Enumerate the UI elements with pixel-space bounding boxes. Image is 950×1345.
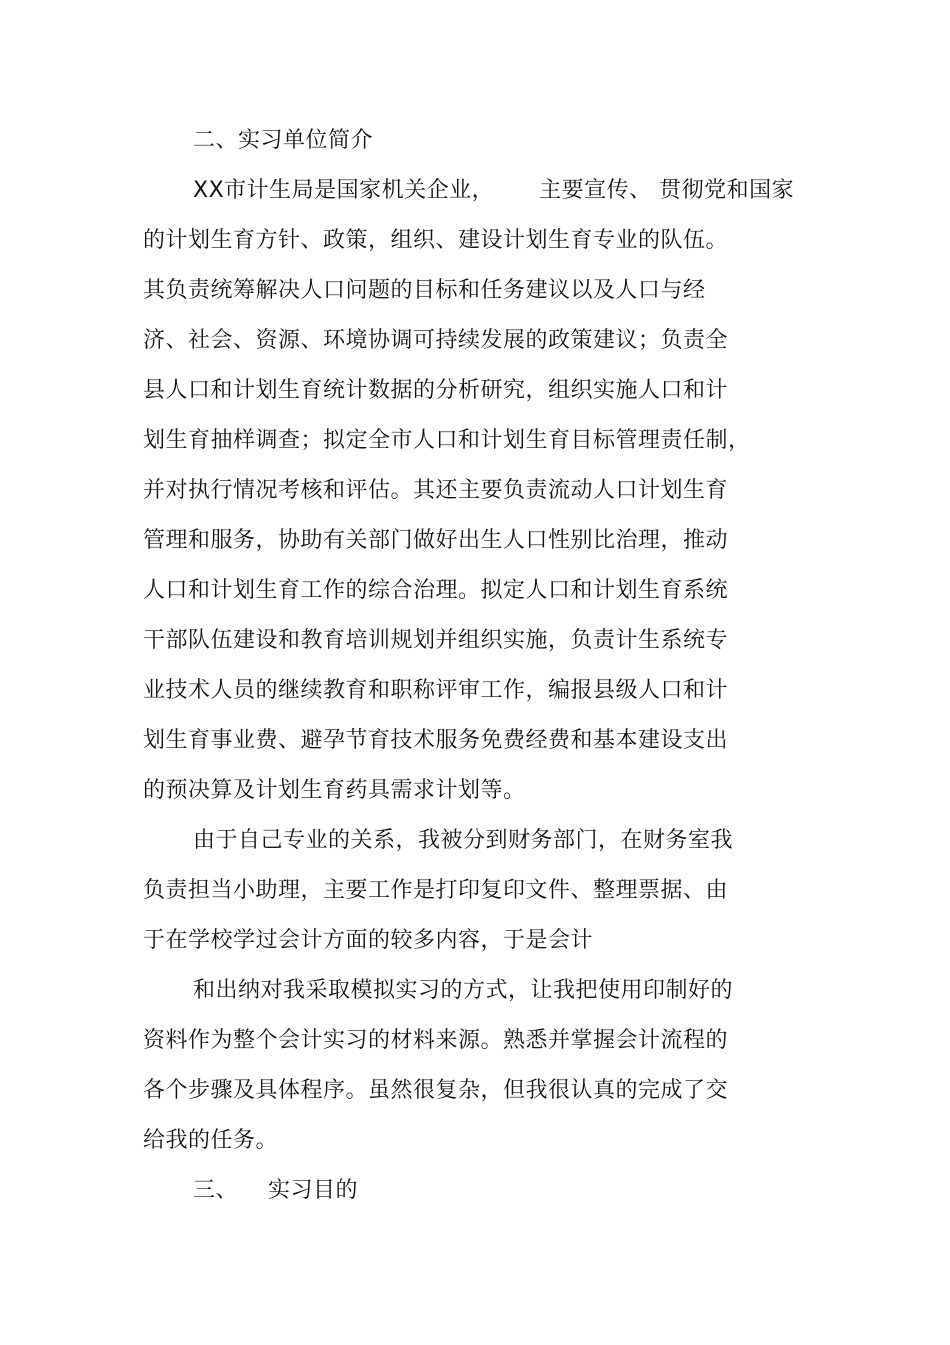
paragraph-line: 划生育事业费、避孕节育技术服务免费经费和基本建设支出 (143, 728, 729, 753)
paragraph-line: 业技术人员的继续教育和职称评审工作，编报县级人口和计 (143, 678, 729, 703)
paragraph-line: 资料作为整个会计实习的材料来源。熟悉并掌握会计流程的 (143, 1028, 729, 1053)
paragraph-line: XX市计生局是国家机关企业， 主要宣传、 贯彻党和国家 (193, 178, 795, 203)
paragraph-line: 干部队伍建设和教育培训规划并组织实施，负责计生系统专 (143, 628, 729, 653)
paragraph-line: 县人口和计划生育统计数据的分析研究，组织实施人口和计 (143, 378, 729, 403)
paragraph-line: 的计划生育方针、政策，组织、建设计划生育专业的队伍。 (143, 228, 729, 253)
paragraph-line: 各个步骤及具体程序。虽然很复杂，但我很认真的完成了交 (143, 1078, 729, 1103)
paragraph-line: 的预决算及计划生育药具需求计划等。 (143, 778, 526, 803)
paragraph-line: 其负责统筹解决人口问题的目标和任务建议以及人口与经 (143, 278, 706, 303)
paragraph-line: 和出纳对我采取模拟实习的方式，让我把使用印制好的 (193, 978, 734, 1003)
paragraph-line: 管理和服务，协助有关部门做好出生人口性别比治理，推动 (143, 528, 729, 553)
paragraph-line: 由于自己专业的关系，我被分到财务部门，在财务室我 (193, 828, 734, 853)
section-two-heading: 二、实习单位简介 (193, 128, 374, 153)
paragraph-line: 给我的任务。 (143, 1128, 279, 1153)
paragraph-line: 于在学校学过会计方面的较多内容，于是会计 (143, 928, 594, 953)
paragraph-line: 人口和计划生育工作的综合治理。拟定人口和计划生育系统 (143, 578, 729, 603)
paragraph-line: 并对执行情况考核和评估。其还主要负责流动人口计划生育 (143, 478, 729, 503)
section-three-heading: 三、 实习目的 (193, 1178, 358, 1203)
paragraph-line: 济、社会、资源、环境协调可持续发展的政策建议；负责全 (143, 328, 729, 353)
paragraph-line: 划生育抽样调查；拟定全市人口和计划生育目标管理责任制， (143, 428, 751, 453)
paragraph-line: 负责担当小助理，主要工作是打印复印文件、整理票据、由 (143, 878, 729, 903)
